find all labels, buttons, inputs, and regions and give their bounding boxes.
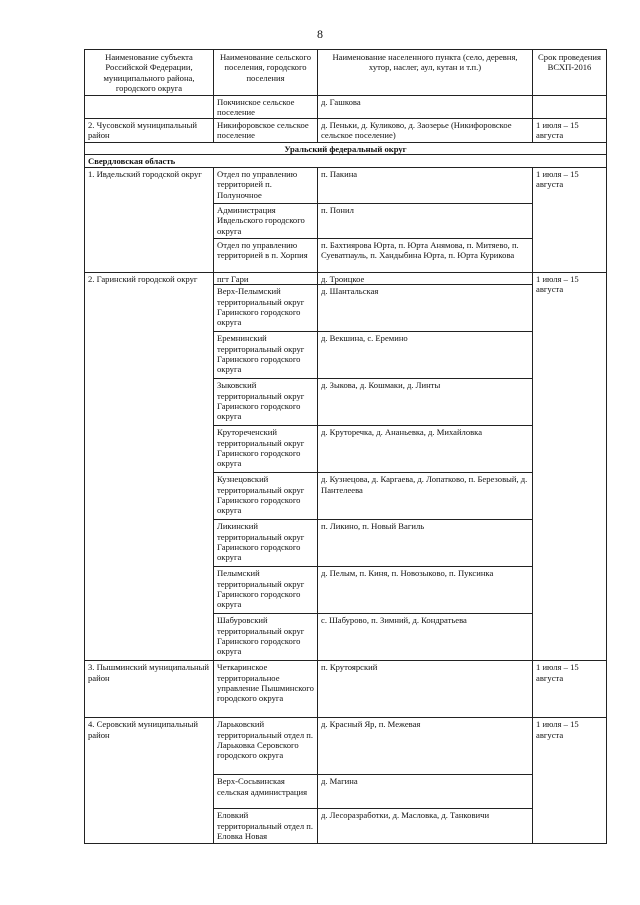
header-period: Срок проведения ВСХП-2016 bbox=[533, 50, 607, 96]
settlement-cell: Пелымский территориальный округ Гаринского городского округа bbox=[214, 567, 318, 614]
period-cell: 1 июля – 15 августа bbox=[533, 119, 607, 143]
settlement-cell: Верх-Пелымский территориальный округ Гаринского городского округа bbox=[214, 285, 318, 332]
settlement-cell: Ликинский территориальный округ Гаринского городского округа bbox=[214, 520, 318, 567]
locality-cell: д. Лесоразработки, д. Масловка, д. Танковичи bbox=[318, 809, 533, 844]
table-row bbox=[85, 661, 607, 718]
settlement-cell: Отдел по управлению территорией п. Полуночное bbox=[214, 167, 318, 203]
locality-cell: п. Бахтиярова Юрта, п. Юрта Анямова, п. Митяево, п. Суеватпауль, п. Хандыбина Юрта, п. Юрта Курикова bbox=[318, 238, 533, 272]
locality-cell: п. Пакина bbox=[318, 167, 533, 203]
locality-cell: д. Пелым, п. Киня, п. Новозыково, п. Пуксинка bbox=[318, 567, 533, 614]
district-cell: 2. Чусовской муниципальный район bbox=[85, 119, 214, 143]
locality-cell: д. Круторечка, д. Ананьевка, д. Михайловка bbox=[318, 426, 533, 473]
settlement-cell: Никифоровское сельское поселение bbox=[214, 119, 318, 143]
census-schedule-table bbox=[84, 49, 607, 844]
district-cell: 3. Пышминский муниципальный район bbox=[85, 661, 214, 718]
table-row bbox=[85, 272, 607, 284]
settlement-cell: Верх-Сосьвинская сельская администрация bbox=[214, 775, 318, 809]
region-row bbox=[85, 155, 607, 167]
locality-cell: д. Гашкова bbox=[318, 96, 533, 119]
locality-cell: д. Магина bbox=[318, 775, 533, 809]
federal-district-heading: Уральский федеральный округ bbox=[85, 143, 607, 155]
settlement-cell: пгт Гари bbox=[214, 272, 318, 284]
period-cell: 1 июля – 15 августа bbox=[533, 167, 607, 272]
period-cell: 1 июля – 15 августа bbox=[533, 272, 607, 660]
settlement-cell: Ларьковский территориальный отдел п. Ларьковка Серовского городского округа bbox=[214, 718, 318, 775]
settlement-cell: Покчинское сельское поселение bbox=[214, 96, 318, 119]
table-row bbox=[85, 119, 607, 143]
settlement-cell: Зыковский территориальный округ Гаринского городского округа bbox=[214, 379, 318, 426]
table-header-row bbox=[85, 50, 607, 96]
table-row bbox=[85, 167, 607, 203]
settlement-cell: Крутореченский территориальный округ Гаринского городского округа bbox=[214, 426, 318, 473]
settlement-cell: Отдел по управлению территорией в п. Хорпия bbox=[214, 238, 318, 272]
district-cell bbox=[85, 96, 214, 119]
locality-cell: д. Зыкова, д. Кошмаки, д. Линты bbox=[318, 379, 533, 426]
settlement-cell: Четкаринское территориальное управление Пышминского городского округа bbox=[214, 661, 318, 718]
federal-district-row bbox=[85, 143, 607, 155]
settlement-cell: Шабуровский территориальный округ Гаринского городского округа bbox=[214, 614, 318, 661]
district-cell: 1. Ивдельский городской округ bbox=[85, 167, 214, 272]
locality-cell: п. Ликино, п. Новый Вагиль bbox=[318, 520, 533, 567]
table-row bbox=[85, 718, 607, 775]
locality-cell: д. Шантальская bbox=[318, 285, 533, 332]
settlement-cell: Администрация Ивдельского городского округа bbox=[214, 203, 318, 238]
locality-cell: п. Крутоярский bbox=[318, 661, 533, 718]
settlement-cell: Еловкий территориальный отдел п. Еловка Новая bbox=[214, 809, 318, 844]
period-cell: 1 июля – 15 августа bbox=[533, 661, 607, 718]
locality-cell: п. Понил bbox=[318, 203, 533, 238]
table-row bbox=[85, 96, 607, 119]
header-settlement: Наименование сельского поселения, городского поселения bbox=[214, 50, 318, 96]
locality-cell: д. Кузнецова, д. Каргаева, д. Лопатково, п. Березовый, д. Пантелеева bbox=[318, 473, 533, 520]
locality-cell: д. Пеньки, д. Куликово, д. Заозерье (Никифоровское сельское поселение) bbox=[318, 119, 533, 143]
header-locality: Наименование населенного пункта (село, деревня, хутор, наслег, аул, кутан и т.п.) bbox=[318, 50, 533, 96]
settlement-cell: Еремнинский территориальный округ Гаринского городского округа bbox=[214, 332, 318, 379]
period-cell: 1 июля – 15 августа bbox=[533, 718, 607, 844]
period-cell bbox=[533, 96, 607, 119]
locality-cell: с. Шабурово, п. Зимний, д. Кондратьева bbox=[318, 614, 533, 661]
district-cell: 2. Гаринский городской округ bbox=[85, 272, 214, 660]
page-number: 8 bbox=[317, 27, 323, 41]
locality-cell: д. Векшина, с. Еремино bbox=[318, 332, 533, 379]
settlement-cell: Кузнецовский территориальный округ Гаринского городского округа bbox=[214, 473, 318, 520]
region-heading: Свердловская область bbox=[85, 155, 607, 167]
district-cell: 4. Серовский муниципальный район bbox=[85, 718, 214, 844]
locality-cell: д. Красный Яр, п. Межевая bbox=[318, 718, 533, 775]
locality-cell: д. Троицкое bbox=[318, 272, 533, 284]
header-subject: Наименование субъекта Российской Федерации, муниципального района, городского округа bbox=[85, 50, 214, 96]
